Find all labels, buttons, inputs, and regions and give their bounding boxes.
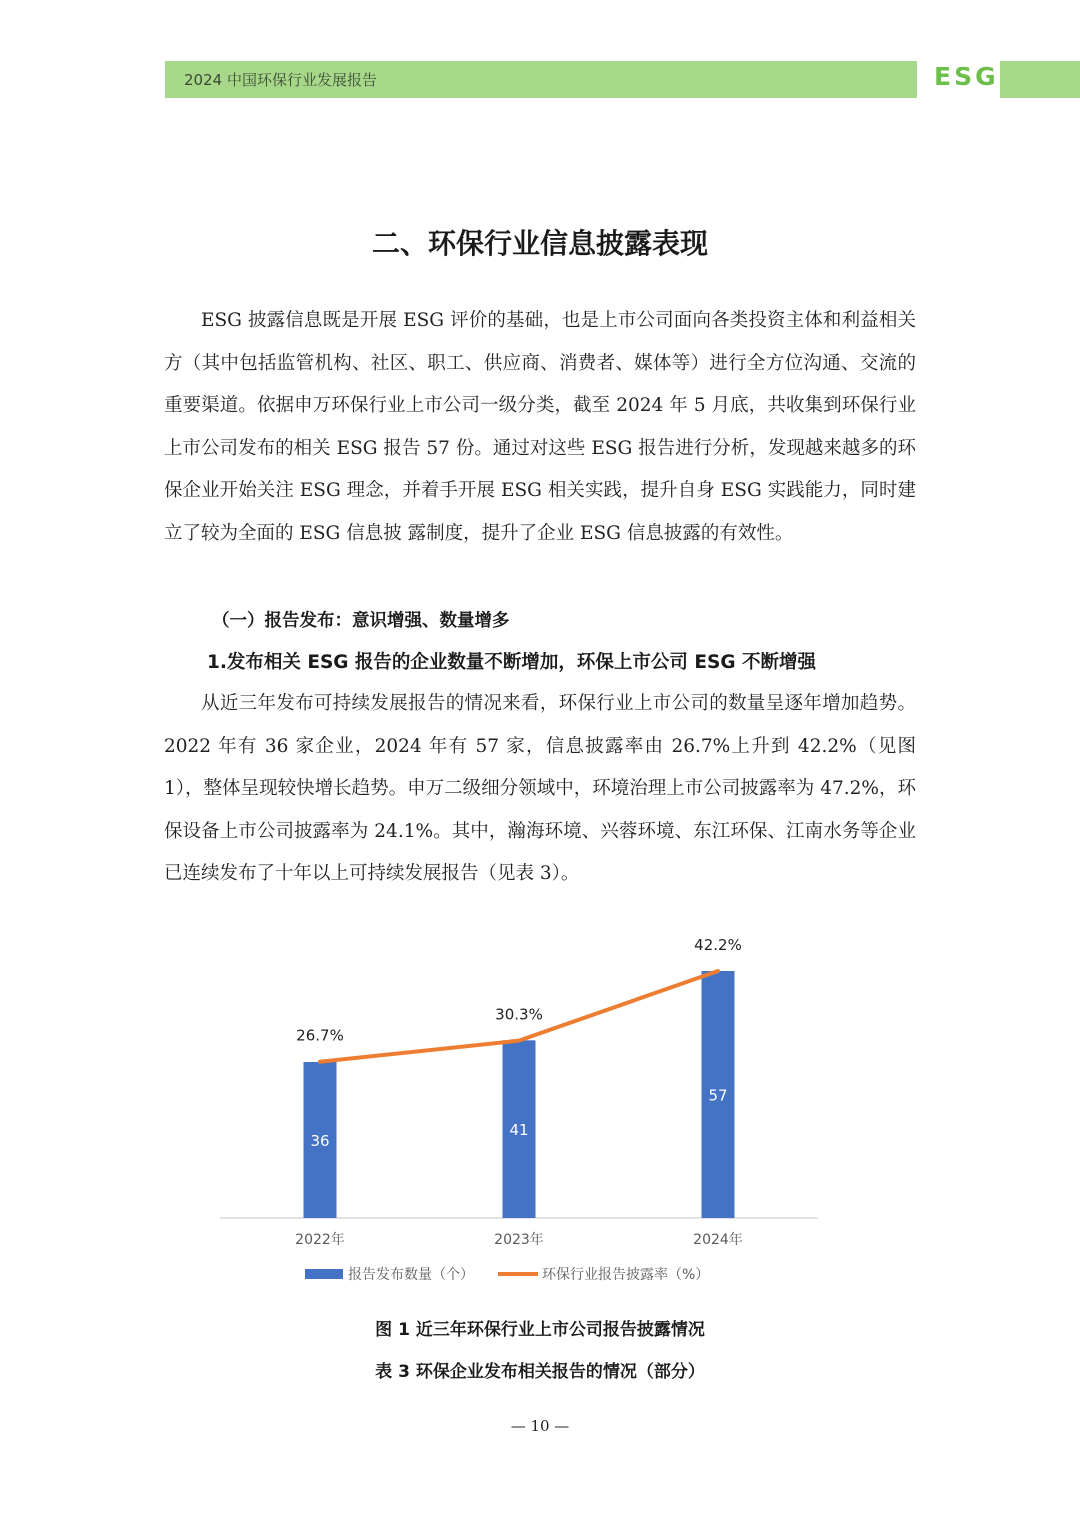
header-title: 2024 中国环保行业发展报告 bbox=[184, 71, 377, 89]
page-number: — 10 — bbox=[510, 1417, 570, 1435]
table-caption: 表 3 环保企业发布相关报告的情况（部分） bbox=[375, 1362, 705, 1382]
rate-value-label: 42.2% bbox=[694, 936, 742, 954]
intro-paragraph: ESG 披露信息既是开展 ESG 评价的基础，也是上市公司面向各类投资主体和利益相关方（其中包括监管机构、社区、职工、供应商、消费者、媒体等）进行全方位沟通、交流的重要渠道。依据申万环保行业上市公司一级分类，截至 2024 年 5 月底，共收集到环保行业上市公司发布的相关 ESG 报告 57 份。通过对这些 ESG 报告进行分析，发现越来越多的环保企业开始关注 ESG 理念，并着手开展 ESG 相关实践，提升自身 ESG 实践能力，同时建立了较为全面的 ESG 信息披 露制度，提升了企业 ESG 信息披露的有效性。 bbox=[164, 310, 916, 544]
sub-heading-report-release: （一）报告发布：意识增强、数量增多 bbox=[212, 611, 510, 631]
chart-svg bbox=[200, 935, 840, 1295]
bar-value-label: 41 bbox=[509, 1121, 529, 1140]
trend-paragraph: 从近三年发布可持续发展报告的情况来看，环保行业上市公司的数量呈逐年增加趋势。2022 年有 36 家企业，2024 年有 57 家，信息披露率由 26.7%上升到 42.2%（见图 1），整体呈现较快增长趋势。申万二级细分领域中，环境治理上市公司披露率为 47.2%，环保设备上市公司披露率为 24.1%。其中，瀚海环境、兴蓉环境、东江环保、江南水务等企业已连续发布了十年以上可持续发展报告（见表 3）。 bbox=[164, 693, 916, 884]
rate-value-label: 26.7% bbox=[296, 1026, 344, 1045]
section-title: 二、环保行业信息披露表现 bbox=[371, 227, 708, 260]
x-tick-label: 2024年 bbox=[693, 1232, 743, 1248]
x-tick-label: 2023年 bbox=[494, 1232, 544, 1248]
header-esg-badge: ESG bbox=[934, 62, 999, 91]
legend-bar-swatch bbox=[305, 1269, 343, 1279]
bar-value-label: 57 bbox=[708, 1086, 728, 1105]
figure-caption: 图 1 近三年环保行业上市公司报告披露情况 bbox=[375, 1320, 705, 1340]
rate-value-label: 30.3% bbox=[495, 1005, 543, 1024]
bar-value-label: 36 bbox=[310, 1132, 330, 1150]
header-band-tail bbox=[1000, 61, 1080, 98]
sub-heading-esg-growth: 1.发布相关 ESG 报告的企业数量不断增加，环保上市公司 ESG 不断增强 bbox=[207, 652, 816, 673]
disclosure-chart bbox=[200, 935, 840, 1295]
legend-line-label: 环保行业报告披露率（%） bbox=[542, 1267, 710, 1283]
x-tick-label: 2022年 bbox=[295, 1232, 345, 1248]
legend-bar-label: 报告发布数量（个） bbox=[348, 1267, 474, 1283]
